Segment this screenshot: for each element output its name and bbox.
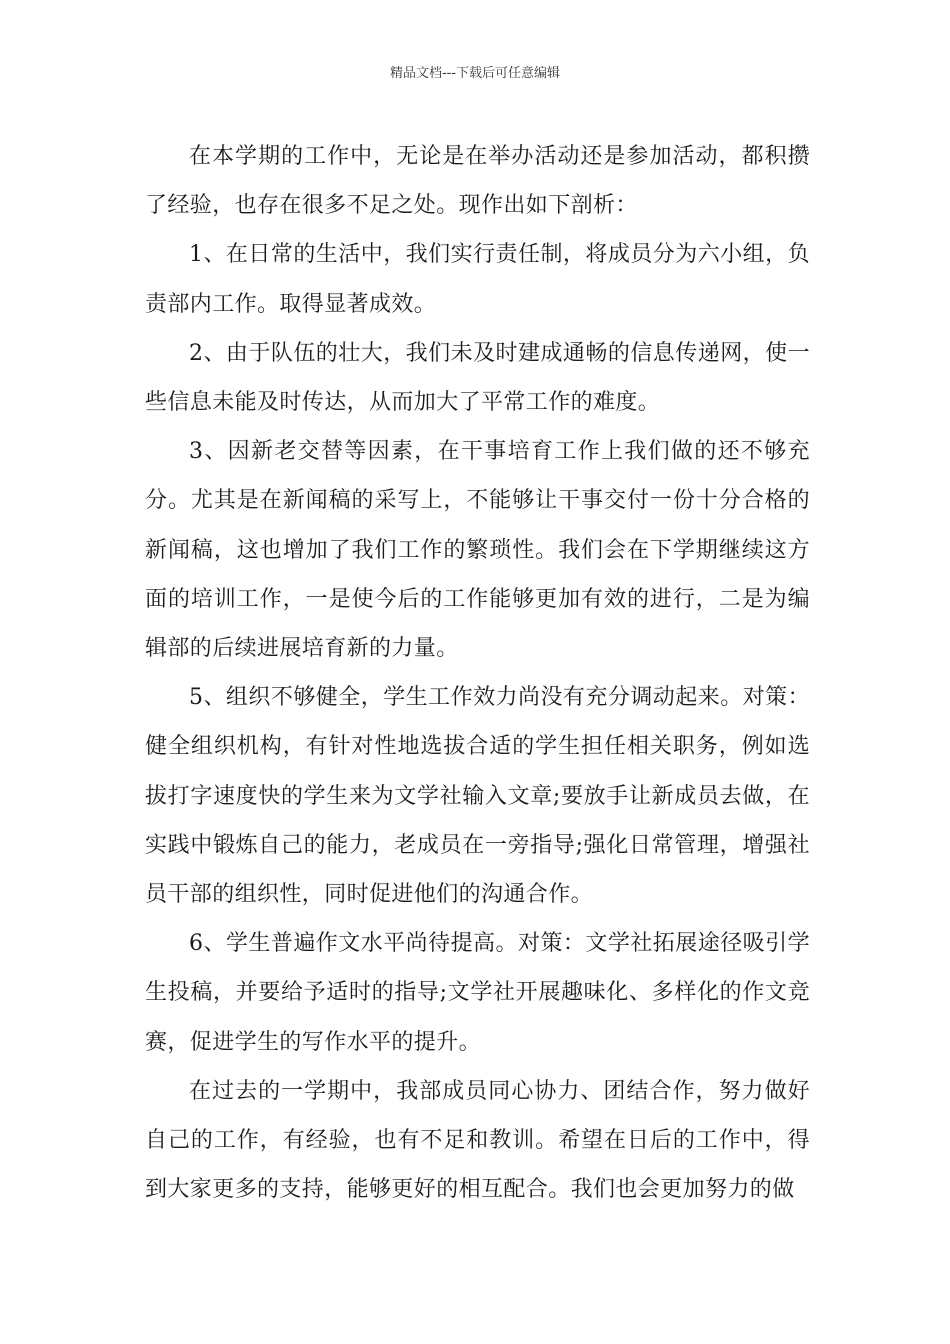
document-body [145,132,810,1214]
page-header: 精品文档---下载后可任意编辑 [389,66,561,81]
paragraph-item-2: 2、由于队伍的壮大，我们未及时建成通畅的信息传递网，使一些信息未能及时传达，从而加大了平常工作的难度。 [145,340,810,416]
paragraph-item-1: 1、在日常的生活中，我们实行责任制，将成员分为六小组，负责部内工作。取得显著成效。 [145,242,810,317]
paragraph-item-3: 3、因新老交替等因素，在干事培育工作上我们做的还不够充分。尤其是在新闻稿的采写上，不能够让干事交付一份十分合格的新闻稿，这也增加了我们工作的繁琐性。我们会在下学期继续这方面的培训工作，一是使今后的工作能够更加有效的进行，二是为编辑部的后续进展培育新的力量。 [145,439,810,662]
paragraph-conclusion: 在过去的一学期中，我部成员同心协力、团结合作，努力做好自己的工作，有经验，也有不足和教训。希望在日后的工作中，得到大家更多的支持，能够更好的相互配合。我们也会更加努力的做 [145,1078,810,1203]
paragraph-item-6: 6、学生普遍作文水平尚待提高。对策：文学社拓展途径吸引学生投稿，并要给予适时的指导;文学社开展趣味化、多样化的作文竞赛，促进学生的写作水平的提升。 [145,931,810,1055]
paragraph-intro: 在本学期的工作中，无论是在举办活动还是参加活动，都积攒了经验，也存在很多不足之处。现作出如下剖析： [145,144,810,219]
paragraph-item-5: 5、组织不够健全，学生工作效力尚没有充分调动起来。对策：健全组织机构，有针对性地选拔合适的学生担任相关职务，例如选拔打字速度快的学生来为文学社输入文章;要放手让新成员去做，在实践中锻炼自己的能力，老成员在一旁指导;强化日常管理，增强社员干部的组织性，同时促进他们的沟通合作。 [145,685,810,908]
